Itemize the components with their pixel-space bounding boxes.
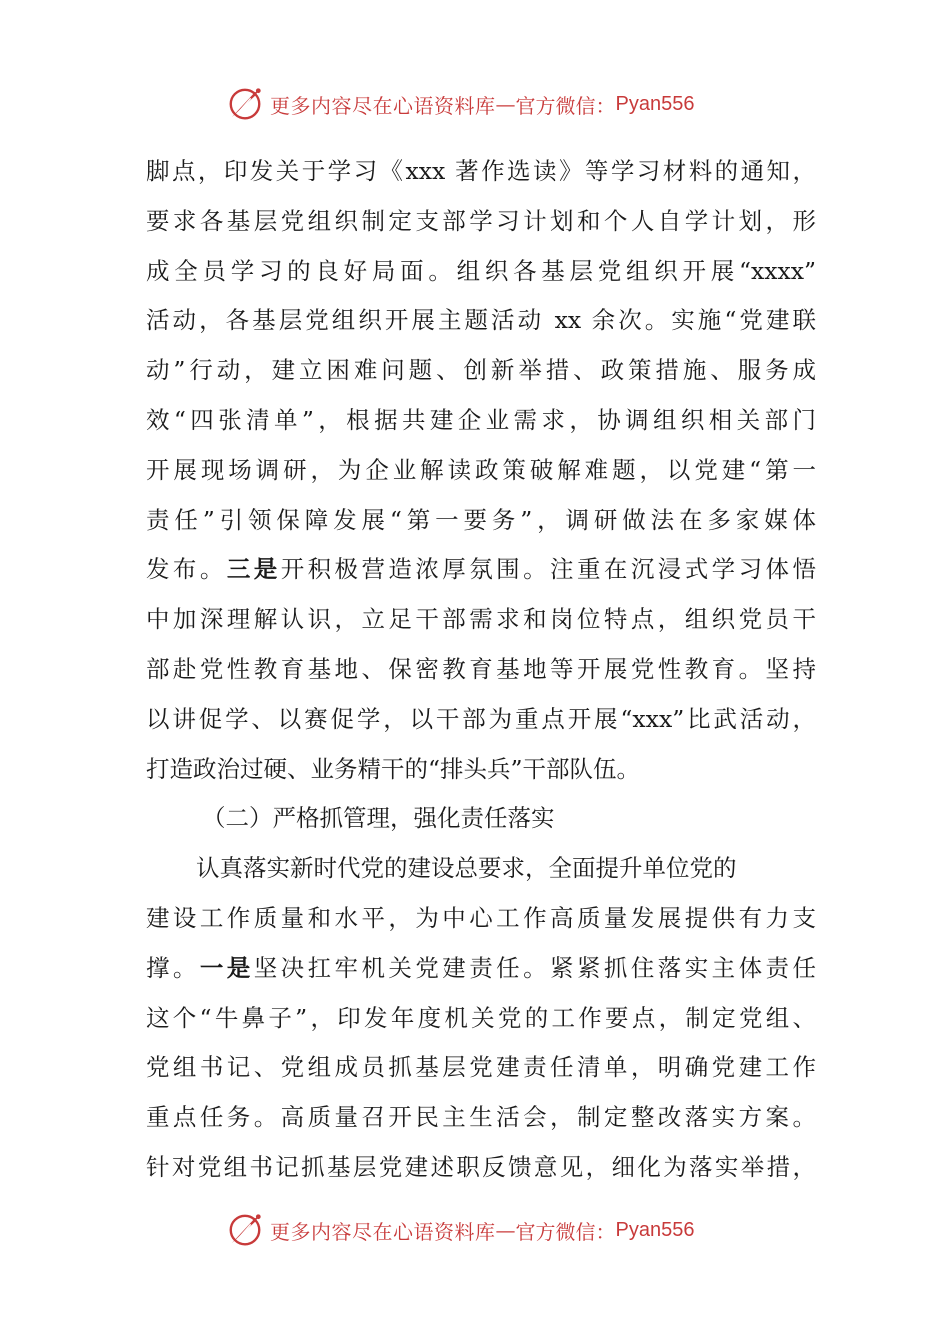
paragraph-line: 责任”引领保障发展“第一要务”，调研做法在多家媒体 — [146, 505, 816, 534]
paragraph-line: 针对党组书记抓基层党建述职反馈意见，细化为落实举措， — [146, 1152, 816, 1181]
watermark-wechat-label: 官方微信： — [515, 1219, 616, 1244]
paragraph-line: 开展现场调研，为企业解读政策破解难题，以党建“第一 — [146, 455, 816, 484]
watermark-site-text: 更多内容尽在心语资料库 — [270, 93, 496, 118]
paragraph-first-line: 认真落实新时代党的建设总要求，全面提升单位党的 — [196, 854, 737, 883]
paragraph-line: 成全员学习的良好局面。组织各基层党组织开展“xxxx” — [146, 256, 816, 285]
watermark-banner-top — [226, 84, 694, 124]
paragraph-line-last: 打造政治过硬、业务精干的“排头兵”干部队伍。 — [146, 754, 641, 783]
watermark-dash: — — [495, 1218, 516, 1242]
line-lead: 发布。 — [146, 555, 227, 584]
paragraph-line: 党组书记、党组成员抓基层党建责任清单，明确党建工作 — [146, 1053, 816, 1082]
emphasis-keyword: 一是 — [199, 953, 254, 982]
paragraph-line: 效“四张清单”，根据共建企业需求，协调组织相关部门 — [146, 405, 816, 434]
line-rest: 坚决扛牢机关党建责任。紧紧抓住落实主体责任 — [253, 953, 816, 982]
paragraph-line: 这个“牛鼻子”，印发年度机关党的工作要点，制定党组、 — [146, 1003, 816, 1032]
watermark-site-text: 更多内容尽在心语资料库 — [270, 1219, 496, 1244]
quill-logo-icon — [226, 85, 264, 123]
paragraph-line-mixed — [146, 545, 816, 595]
watermark-wechat-id: Pyan556 — [615, 1218, 695, 1241]
watermark-wechat-label: 官方微信： — [515, 93, 616, 118]
watermark-banner-bottom — [226, 1210, 694, 1250]
quill-logo-icon — [226, 1211, 264, 1249]
paragraph-line: 脚点，印发关于学习《xxx 著作选读》等学习材料的通知， — [146, 157, 816, 185]
paragraph-line: 以讲促学、以赛促学，以干部为重点开展“xxx”比武活动， — [146, 704, 816, 733]
paragraph-line: 中加深理解认识，立足干部需求和岗位特点，组织党员干 — [146, 605, 816, 634]
paragraph-line-mixed — [146, 944, 816, 994]
watermark-wechat-id: Pyan556 — [615, 92, 695, 115]
paragraph-line: 要求各基层党组织制定支部学习计划和个人自学计划，形 — [146, 206, 816, 235]
paragraph-line: 动”行动，建立困难问题、创新举措、政策措施、服务成 — [146, 356, 816, 385]
emphasis-keyword: 三是 — [226, 555, 281, 584]
line-rest: 开积极营造浓厚氛围。注重在沉浸式学习体悟 — [280, 555, 816, 584]
paragraph-line: 部赴党性教育基地、保密教育基地等开展党性教育。坚持 — [146, 654, 816, 683]
document-body — [146, 147, 816, 1193]
paragraph-line: 建设工作质量和水平，为中心工作高质量发展提供有力支 — [146, 903, 816, 932]
paragraph-line: 重点任务。高质量召开民主生活会，制定整改落实方案。 — [146, 1103, 816, 1132]
paragraph-line: 活动，各基层党组织开展主题活动 xx 余次。实施“党建联 — [146, 306, 816, 335]
watermark-dash: — — [495, 92, 516, 116]
line-lead: 撑。 — [146, 953, 200, 982]
section-heading: （二）严格抓管理，强化责任落实 — [202, 804, 555, 833]
